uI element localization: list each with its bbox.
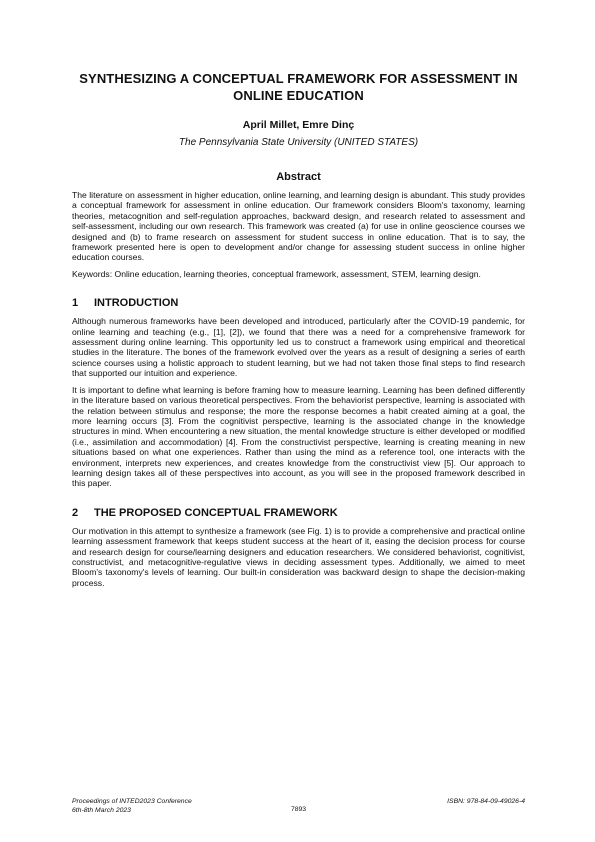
intro-paragraph-2: It is important to define what learning is before framing how to measure learning. Learning has been defined differently in the literature based on various theoretical perspectives. From the behaviorist perspective, learning is associated with the relation between stimulus and response; the more the response becomes a habit created aiming at a goal, the more learning occurs [3]. From the cognitivist perspective, learning is the associated change in the knowledge structures in mind. When encountering a new situation, the mental knowledge structure is either developed or modified (i.e., assimilation and accommodation) [4]. From the constructivist perspective, learning is creating meaning in new situations based on what one experiences. Rather than using the mind as a reference tool, one interacts with the environment, interprets new experiences, and creates knowledge from the constructivist view [5]. Our approach to learning design takes all of these perspectives into account, as you will see in the proposed framework described in this paper. bbox=[72, 384, 525, 489]
conference-dates: 6th-8th March 2023 bbox=[72, 806, 131, 814]
section-number: 1 bbox=[72, 297, 79, 310]
paper-title: SYNTHESIZING A CONCEPTUAL FRAMEWORK FOR ASSESSMENT IN ONLINE EDUCATION bbox=[79, 71, 518, 103]
page-number: 7893 bbox=[290, 806, 307, 813]
section-number: 2 bbox=[72, 506, 79, 519]
keywords: Keywords: Online education, learning theories, conceptual framework, assessment, STEM, learning design. bbox=[72, 268, 481, 279]
intro-paragraph-1: Although numerous frameworks have been developed and introduced, particularly after the COVID-19 pandemic, for online learning and teaching (e.g., [1], [2]), we found that there was a need for a comprehensive framework for assessment during online learning. This opportunity led us to construct a framework using empirical and theoretical studies in the literature. The bones of the framework evolved over the years as a result of designing a series of earth science courses using a holistic approach to student learning, but we had not taken those final steps to find research that supported our intuition and experience. bbox=[72, 316, 525, 379]
abstract-text: The literature on assessment in higher education, online learning, and learning design is abundant. This study provides a conceptual framework for assessment in online education. Our framework considers Bloom's taxonomy, learning theories, metacognition and self-regulation approaches, backward design, and research related to assessment and self-assessment, including our own research. This framework was created (a) for use in online geoscience courses we designed and (b) to frame research on assessment for student success in online education. That is to say, the framework presented here is open to development and/or change for assessing student success in online higher education courses. bbox=[72, 190, 525, 263]
section-heading-framework bbox=[72, 507, 525, 519]
isbn: ISBN: 978-84-09-49026-4 bbox=[447, 798, 525, 805]
affiliation: The Pennsylvania State University (UNITED STATES) bbox=[178, 137, 419, 148]
framework-paragraph-1: Our motivation in this attempt to synthesize a framework (see Fig. 1) is to provide a comprehensive and practical online learning assessment framework that keeps student success at the heart of it, easing the decision process for course and research design for course/learning designers and education researchers. We considered behaviorist, cognitivist, constructivist, and metacognitive-regulative views in deciding assessment types. Additionally, we aimed to meet Bloom's taxonomy's levels of learning. Our built-in consideration was backward design to shape the decision-making process. bbox=[72, 525, 525, 588]
proceedings-name: Proceedings of INTED2023 Conference bbox=[72, 798, 192, 805]
authors: April Millet, Emre Dinç bbox=[242, 119, 355, 131]
section-title: THE PROPOSED CONCEPTUAL FRAMEWORK bbox=[94, 506, 338, 519]
section-title: INTRODUCTION bbox=[94, 297, 179, 310]
paper-page bbox=[72, 70, 525, 588]
abstract-heading: Abstract bbox=[276, 171, 321, 183]
section-heading-introduction bbox=[72, 297, 525, 309]
